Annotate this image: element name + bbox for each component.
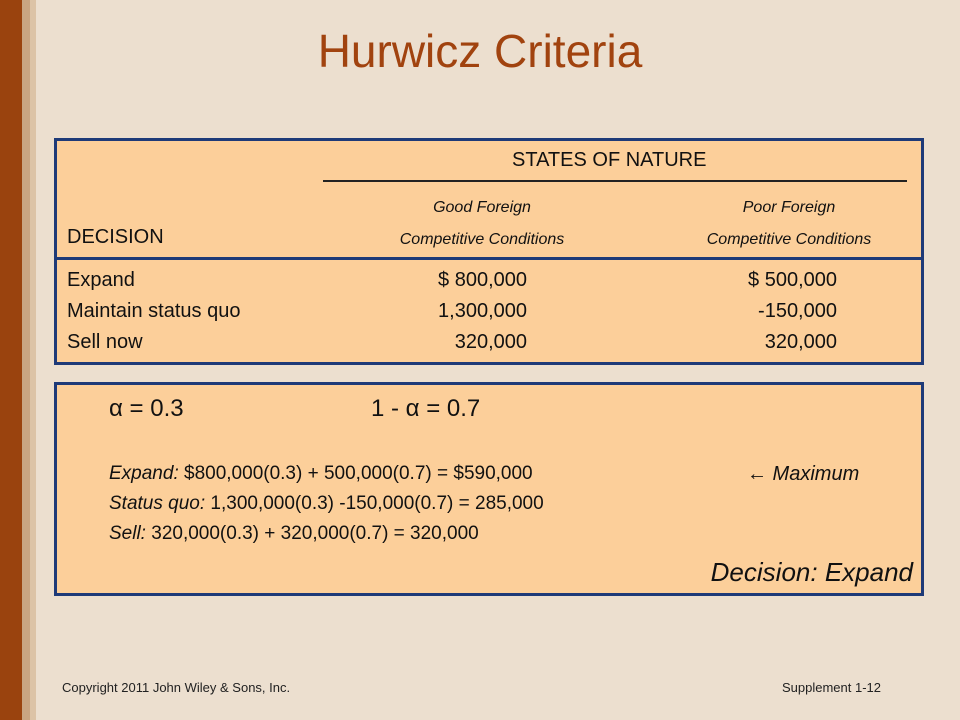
calc-formula-status-quo: 1,300,000(0.3) -150,000(0.7) = 285,000 [205, 493, 544, 514]
alpha-value: α = 0.3 [109, 395, 184, 422]
calc-line-status-quo [109, 493, 544, 515]
column-good-line2: Competitive Conditions [399, 231, 565, 248]
left-stripe-mid [22, 0, 30, 720]
row-expand-label: Expand [67, 269, 135, 291]
left-stripe-light [30, 0, 36, 720]
calc-label-status-quo: Status quo: [109, 493, 206, 514]
decision-result: Decision: Expand [710, 557, 913, 587]
calc-formula-expand: $800,000(0.3) + 500,000(0.7) = $590,000 [178, 463, 533, 484]
slide-title: Hurwicz Criteria [317, 25, 643, 77]
calc-label-sell: Sell: [109, 523, 146, 544]
header-underline [323, 180, 907, 182]
slide-number: Supplement 1-12 [782, 680, 882, 695]
copyright-footer: Copyright 2011 John Wiley & Sons, Inc. [62, 680, 291, 695]
row-expand-poor: $ 500,000 [748, 269, 837, 291]
calc-formula-sell: 320,000(0.3) + 320,000(0.7) = 320,000 [145, 523, 479, 544]
row-sell-poor: 320,000 [764, 331, 837, 353]
calc-line-sell [109, 523, 479, 545]
hurwicz-calculation-box [54, 382, 924, 596]
decision-column-label: DECISION [67, 226, 164, 248]
maximum-note: ← Maximum [747, 463, 860, 485]
one-minus-alpha-value: 1 - α = 0.7 [371, 395, 481, 422]
column-poor-line2: Competitive Conditions [706, 231, 872, 248]
left-stripe-dark [0, 0, 22, 720]
row-expand-good: $ 800,000 [438, 269, 527, 291]
row-sell-label: Sell now [67, 331, 143, 353]
row-status-quo-label: Maintain status quo [67, 300, 241, 322]
row-status-quo-poor: -150,000 [758, 300, 837, 322]
states-of-nature-header: STATES OF NATURE [512, 149, 707, 171]
row-status-quo-good: 1,300,000 [438, 300, 527, 322]
column-poor-line1: Poor Foreign [742, 199, 836, 216]
row-sell-good: 320,000 [454, 331, 527, 353]
calc-label-expand: Expand: [109, 463, 179, 484]
column-good-line1: Good Foreign [433, 199, 531, 216]
payoff-table [54, 138, 924, 365]
calc-line-expand [109, 463, 533, 485]
table-divider [57, 257, 921, 260]
